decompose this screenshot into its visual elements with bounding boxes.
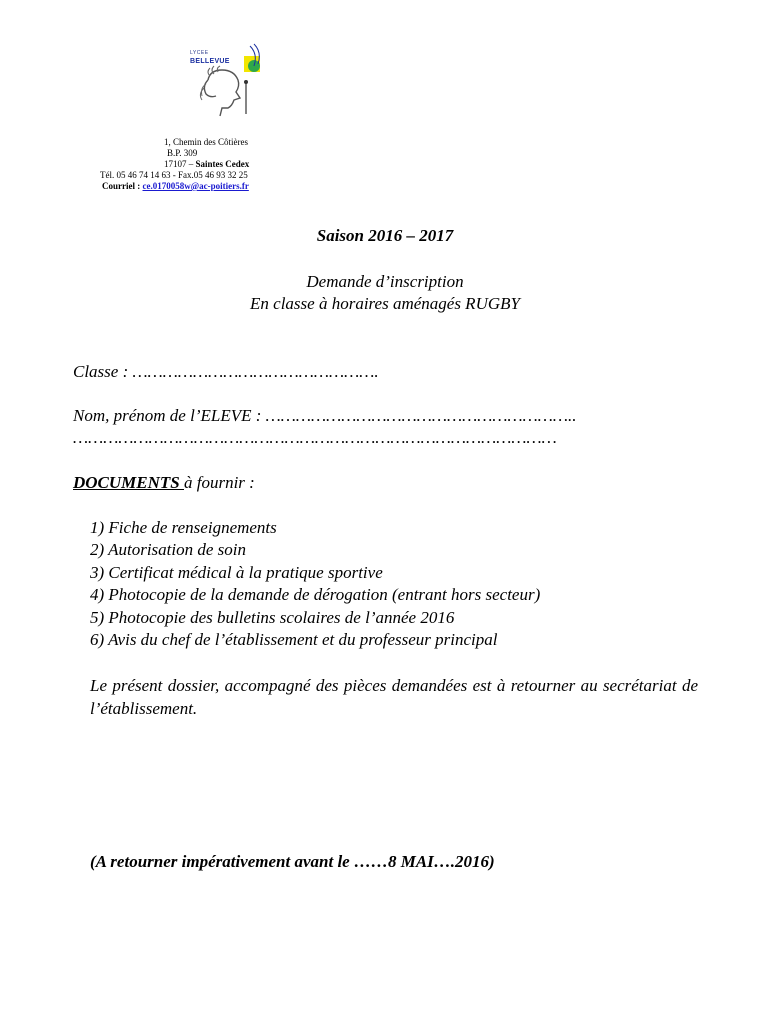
address-block [100,137,300,192]
address-postcode: 17107 – [164,159,196,169]
list-item: 6) Avis du chef de l’établissement et du professeur principal [90,630,498,650]
school-logo [188,42,268,120]
deadline-notice: (A retourner impérativement avant le ……8 MAI….2016) [90,852,495,871]
documents-suffix: à fournir : [184,473,255,492]
list-item: 5) Photocopie des bulletins scolaires de l’année 2016 [90,607,455,627]
address-street: 1, Chemin des Côtières [164,137,248,147]
address-phone-fax: Tél. 05 46 74 14 63 - Fax.05 46 93 32 25 [100,170,248,180]
address-city [100,159,300,170]
email-link[interactable]: ce.0170058w@ac-poitiers.fr [142,181,249,191]
address-city-name: Saintes Cedex [195,159,250,169]
address-email-line [100,181,300,192]
class-title: En classe à horaires aménagés RUGBY [250,294,520,313]
student-name-field: Nom, prénom de l’ELEVE : …………………………………………………….. [73,406,577,425]
documents-list [90,517,540,651]
return-instructions: Le présent dossier, accompagné des pièces demandées est à retourner au secrétariat de l’établissement. [90,676,698,718]
list-item: 4) Photocopie de la demande de dérogation (entrant hors secteur) [90,585,541,605]
documents-heading [73,473,255,493]
request-title: Demande d’inscription [306,272,464,291]
season-title: Saison 2016 – 2017 [316,226,454,245]
list-item: 1) Fiche de renseignements [90,518,277,537]
list-item: 2) Autorisation de soin [90,540,246,560]
classe-field: Classe : …………………………………………. [73,362,379,381]
logo-small-text: LYCEE [190,50,209,56]
student-name-continuation: …………………………………………………………………………………… [73,428,557,447]
list-item: 3) Certificat médical à la pratique sportive [90,562,383,582]
logo-school-name: BELLEVUE [190,58,230,65]
email-label: Courriel : [102,181,143,191]
documents-label: DOCUMENTS [73,473,184,492]
address-po-box: B.P. 309 [167,148,198,158]
logo-emblem-icon [188,42,268,120]
